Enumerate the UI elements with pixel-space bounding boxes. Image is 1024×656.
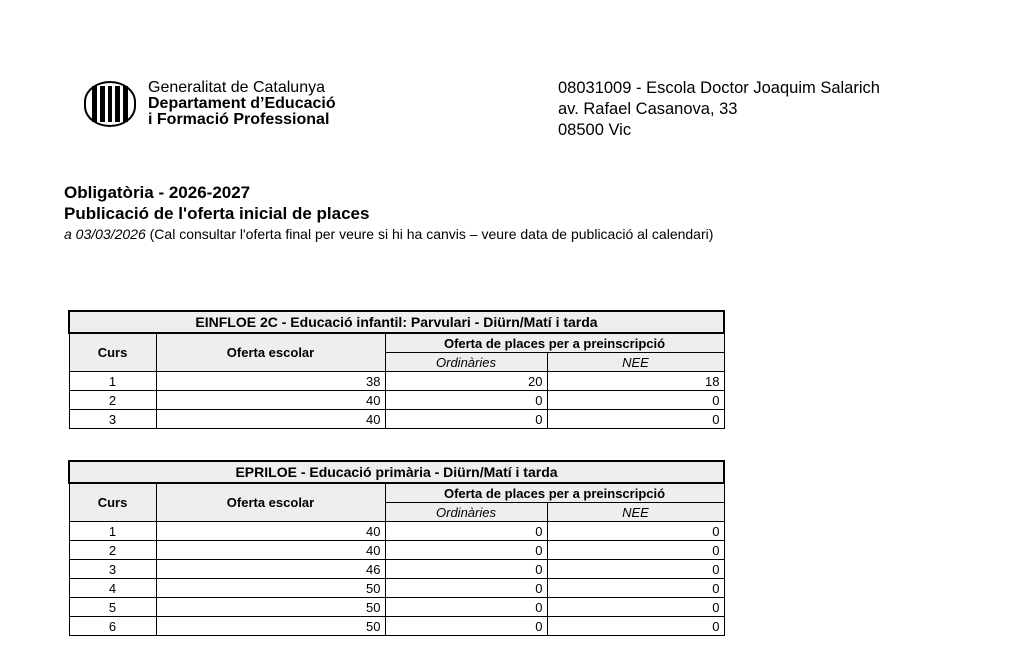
logo-line2: Departament d’Educació — [148, 95, 336, 112]
cell: 0 — [385, 598, 547, 617]
school-name: 08031009 - Escola Doctor Joaquim Salarich — [558, 79, 880, 97]
col-curs: Curs — [69, 333, 156, 372]
cell: 20 — [385, 372, 547, 391]
cell: 50 — [156, 598, 385, 617]
cell: 0 — [385, 522, 547, 541]
cell: 0 — [547, 410, 724, 429]
table-row — [69, 579, 724, 598]
cell: 0 — [547, 579, 724, 598]
logo-line3: i Formació Professional — [148, 111, 330, 128]
table-row — [69, 598, 724, 617]
table-row — [69, 560, 724, 579]
table-title: EPRILOE - Educació primària - Diürn/Matí i tarda — [69, 461, 724, 483]
col-ordinaries: Ordinàries — [385, 503, 547, 522]
col-places: Oferta de places per a preinscripció — [385, 483, 724, 503]
cell: 0 — [385, 560, 547, 579]
cell: 0 — [547, 617, 724, 636]
table-row — [69, 372, 724, 391]
generalitat-logo — [84, 80, 336, 128]
catalonia-seal-icon — [84, 81, 136, 127]
cell: 6 — [69, 617, 156, 636]
school-city: 08500 Vic — [558, 121, 632, 139]
cell: 50 — [156, 617, 385, 636]
col-oferta: Oferta escolar — [156, 483, 385, 522]
cell: 0 — [547, 598, 724, 617]
offer-table-primaria — [68, 460, 725, 636]
col-nee: NEE — [547, 503, 724, 522]
logo-line1: Generalitat de Catalunya — [148, 79, 325, 96]
table-row — [69, 410, 724, 429]
cell: 40 — [156, 541, 385, 560]
cell: 38 — [156, 372, 385, 391]
note: (Cal consultar l'oferta final per veure si hi ha canvis – veure data de publicació al calendari) — [145, 226, 714, 242]
cell: 2 — [69, 391, 156, 410]
cell: 0 — [385, 617, 547, 636]
cell: 40 — [156, 522, 385, 541]
cell: 1 — [69, 372, 156, 391]
school-street: av. Rafael Casanova, 33 — [558, 100, 738, 118]
cell: 46 — [156, 560, 385, 579]
cell: 0 — [385, 410, 547, 429]
cell: 0 — [385, 391, 547, 410]
cell: 3 — [69, 560, 156, 579]
cell: 0 — [547, 391, 724, 410]
table-row — [69, 541, 724, 560]
col-oferta: Oferta escolar — [156, 333, 385, 372]
col-nee: NEE — [547, 353, 724, 372]
cell: 40 — [156, 410, 385, 429]
document-heading — [64, 182, 713, 244]
title-1: Obligatòria - 2026-2027 — [64, 183, 251, 202]
cell: 0 — [547, 541, 724, 560]
cell: 2 — [69, 541, 156, 560]
cell: 3 — [69, 410, 156, 429]
cell: 0 — [547, 522, 724, 541]
col-curs: Curs — [69, 483, 156, 522]
cell: 0 — [385, 579, 547, 598]
offer-table-infantil — [68, 310, 725, 429]
cell: 0 — [547, 560, 724, 579]
title-2: Publicació de l'oferta inicial de places — [64, 204, 370, 223]
cell: 1 — [69, 522, 156, 541]
cell: 0 — [385, 541, 547, 560]
table-title: EINFLOE 2C - Educació infantil: Parvulari - Diürn/Matí i tarda — [69, 311, 724, 333]
publication-date: a 03/03/2026 — [64, 226, 146, 242]
table-row — [69, 522, 724, 541]
col-places: Oferta de places per a preinscripció — [385, 333, 724, 353]
table-row — [69, 617, 724, 636]
cell: 18 — [547, 372, 724, 391]
cell: 5 — [69, 598, 156, 617]
cell: 40 — [156, 391, 385, 410]
col-ordinaries: Ordinàries — [385, 353, 547, 372]
table-row — [69, 391, 724, 410]
cell: 50 — [156, 579, 385, 598]
cell: 4 — [69, 579, 156, 598]
school-address — [558, 78, 880, 141]
